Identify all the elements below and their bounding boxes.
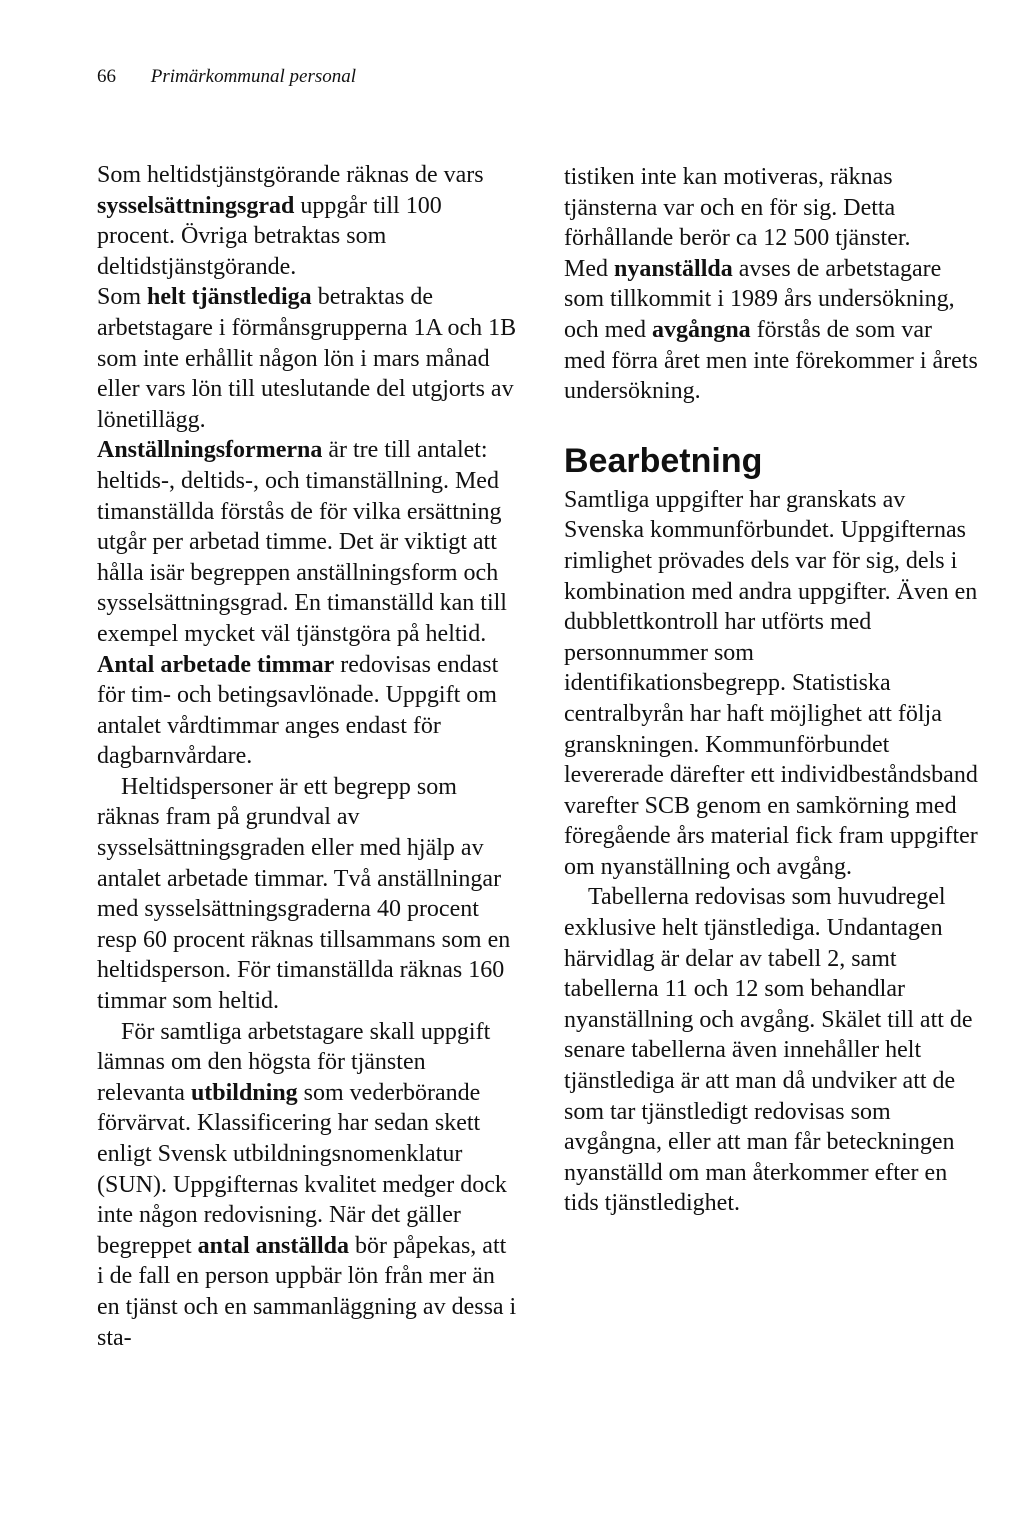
paragraph-nyanstallda — [564, 254, 979, 407]
page-header — [97, 66, 356, 88]
running-title: Primärkommunal personal — [150, 66, 357, 87]
paragraph-utbildning — [97, 1017, 517, 1354]
text-span: Som — [97, 284, 148, 311]
paragraph-tabellerna: Tabellerna redovisas som huvudregel exklusive helt tjänstlediga. Undantagen härvidlag är delar av tabell 2, samt tabellerna 11 och 12 som behandlar nyanställning och avgång. Skälet till att de senare tabellerna även innehåller helt tjänstlediga är att man då undviker att de som tar tjänstledigt redovisas som avgångna, eller att man får beteckningen nyanställd om man återkommer efter en tids tjänstledighet. — [564, 884, 973, 1217]
term-nyanstallda: nyanställda — [614, 255, 733, 282]
paragraph-heltidspersoner: Heltidspersoner är ett begrepp som räknas fram på grundval av sysselsättningsgraden eller med hjälp av antalet arbetade timmar. Två anställningar med sysselsättningsgraderna 40 procent resp 60 procent räknas tillsammans som en heltidsperson. För timanställda räknas 160 timmar som heltid. — [97, 773, 511, 1015]
paragraph-anstallningsformer — [97, 435, 517, 649]
term-antal-arbetade-timmar: Antal arbetade timmar — [97, 651, 335, 678]
text-span: betraktas de arbetstagare i förmånsgrupperna 1A och 1B som inte erhållit någon lön i mars månad eller vars lön till uteslutande del utgjorts av lönetillägg. — [97, 284, 517, 433]
text-span: är tre till antalet: heltids-, deltids-, och timanställning. Med timanställda förstås de för vilka ersättning utgår per arbetad timme. Det är viktigt att hålla isär begreppen anställningsform och sysselsättningsgrad. En timanställd kan till exempel mycket väl tjänstgöra på heltid. — [97, 437, 507, 647]
text-span: förstås de som var med förra året men inte förekommer i årets undersökning. — [564, 316, 978, 405]
term-avgangna: avgångna — [651, 316, 751, 343]
paragraph-heltid — [97, 160, 517, 282]
left-column — [97, 160, 517, 1353]
term-anstallningsformerna: Anställningsformerna — [97, 437, 323, 464]
text-span: För samtliga arbetstagare skall uppgift lämnas om den högsta för tjänsten relevanta — [97, 1018, 491, 1106]
text-span: Med — [564, 255, 614, 282]
paragraph-statistik-continued: tistiken inte kan motiveras, räknas tjänsterna var och en för sig. Detta förhållande berör ca 12 500 tjänster. — [564, 164, 911, 252]
text-span: som vederbörande förvärvat. Klassificering har sedan skett enligt Svensk utbildningsnomenklatur (SUN). Uppgifternas kvalitet medger dock inte någon redovisning. När det gäller begreppet — [97, 1079, 507, 1259]
right-column — [564, 162, 979, 1219]
text-span: uppgår till 100 procent. Övriga betraktas som deltidstjänstgörande. — [97, 192, 442, 280]
text-span: Som heltidstjänstgörande räknas de vars — [97, 162, 484, 188]
text-span: bör påpekas, att i de fall en person uppbär lön från mer än en tjänst och en sammanläggning av dessa i sta- — [97, 1232, 517, 1351]
term-helt-tjanstlediga: helt tjänstlediga — [147, 284, 312, 311]
paragraph-granskning: Samtliga uppgifter har granskats av Svenska kommunförbundet. Uppgifternas rimlighet prövades dels var för sig, dels i kombination med andra uppgifter. Även en dubblettkontroll har utförts med personnummer som identifikationsbegrepp. Statistiska centralbyrån har haft möjlighet att följa granskningen. Kommunförbundet levererade därefter ett individbeståndsband varefter SCB genom en samkörning med föregående års material fick fram uppgifter om nyanställning och avgång. — [564, 486, 978, 880]
term-antal-anstallda: antal anställda — [197, 1232, 349, 1259]
text-span: avses de arbetstagare som tillkommit i 1989 års undersökning, och med — [564, 255, 955, 343]
paragraph-tjanstlediga — [97, 282, 517, 435]
page-number: 66 — [97, 66, 116, 87]
term-utbildning: utbildning — [190, 1079, 298, 1106]
text-span: redovisas endast för tim- och betingsavlönade. Uppgift om antalet vårdtimmar anges endast för dagbarnvårdare. — [97, 651, 499, 770]
paragraph-arbetade-timmar — [97, 650, 517, 772]
section-heading-bearbetning: Bearbetning — [564, 441, 763, 480]
term-sysselsattningsgrad: sysselsättningsgrad — [97, 192, 295, 219]
